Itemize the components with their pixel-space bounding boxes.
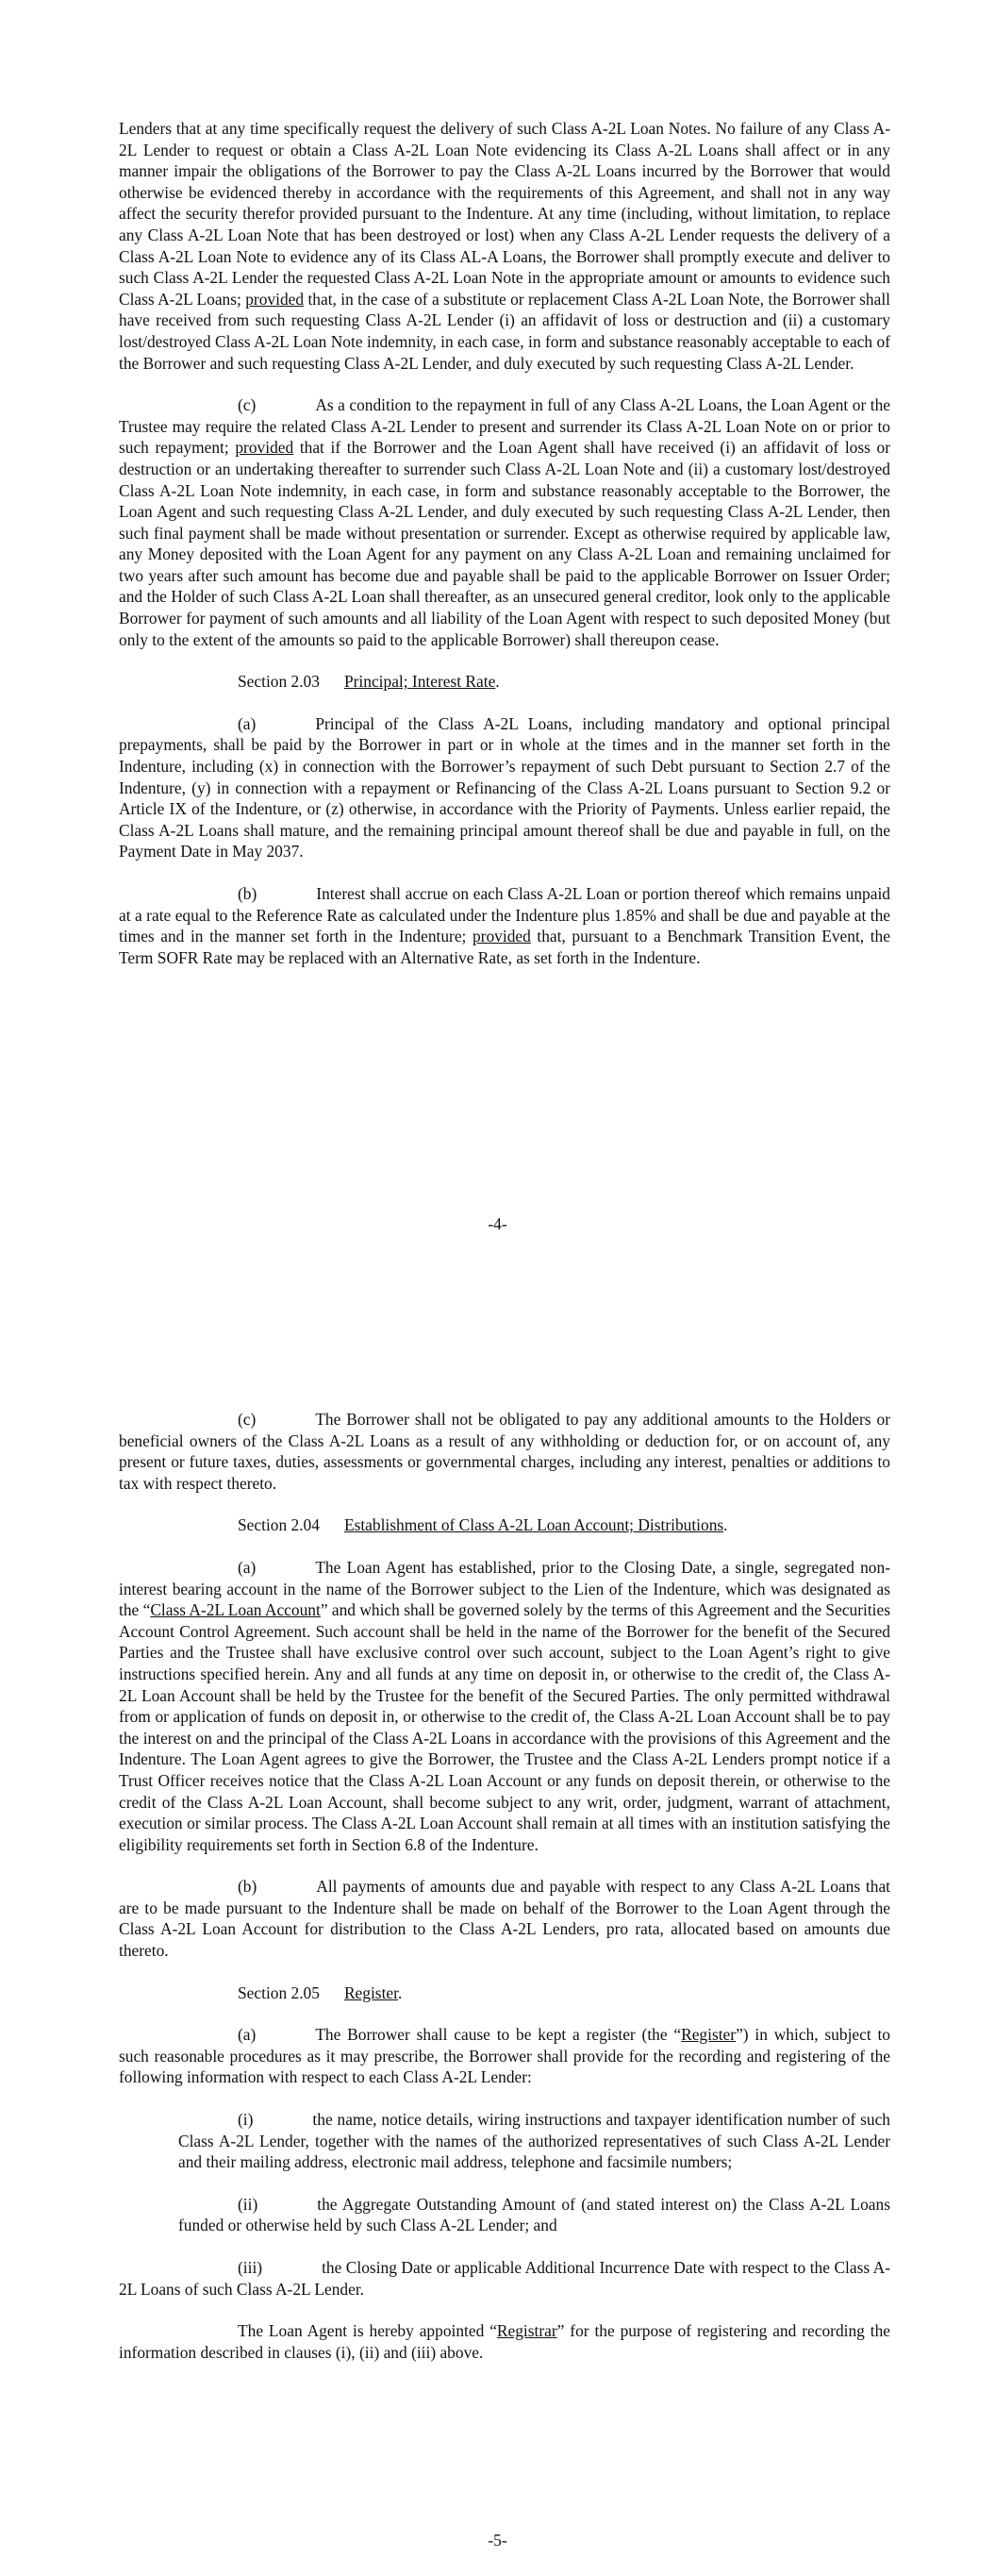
clause-iii xyxy=(119,2257,890,2300)
section-title: Principal; Interest Rate xyxy=(343,672,496,692)
section-period: . xyxy=(397,1982,403,2002)
paragraph-2-04-a-loan-account xyxy=(119,1557,890,1855)
text-run: that if the Borrower and the Loan Agent shall have received (i) an affidavit of loss or destruction or an undertaking thereafter to surrender such Class A-2L Loan Note and (ii) a customary lost/destroyed Class A-2L Loan Note indemnity, in each case, in form and substance reasonably acceptable to the Borrower, the Loan Agent and such requesting Class A-2L Lender, and duly executed by such requesting Class A-2L Lender, then such final payment shall be made without presentation or surrender. Except as otherwise required by applicable law, any Money deposited with the Loan Agent for any payment on any Class A-2L Loan and remaining unclaimed for two years after such amount has become due and payable shall be paid to the applicable Borrower on Issuer Order; and the Holder of such Class A-2L Loan shall thereafter, as an unsecured general creditor, look only to the applicable Borrower for payment of such amounts and all liability of the Loan Agent with respect to such deposited Money (but only to the extent of the amounts so paid to the applicable Borrower) shall thereupon cease. xyxy=(119,438,890,649)
section-2-04-heading xyxy=(238,1514,890,1536)
text-run: The Loan Agent has established, prior to the Closing Date, a single, segregated non-interest bearing account in the name of the Borrower subject to the Lien of the Indenture, which was designated as the “ xyxy=(119,1557,890,1620)
section-2-05-heading xyxy=(238,1982,890,2004)
section-2-03-heading xyxy=(238,671,890,693)
clause-label: (iii) xyxy=(238,2258,263,2277)
defined-term: Registrar xyxy=(496,2321,557,2341)
page-number: -5- xyxy=(488,2531,507,2550)
defined-term: Register xyxy=(681,2025,737,2045)
paragraph-2-03-a-principal xyxy=(119,713,890,862)
text-run: that, in the case of a substitute or replacement Class A-2L Loan Note, the Borrower shall have received from such requesting Class A-2L Lender (i) an affidavit of loss or destruction and (ii) a customary lost/destroyed Class A-2L Loan Note indemnity, in each case, in form and substance reasonably acceptable to each of the Borrower and such requesting Class A-2L Lender, and duly executed by such requesting Class A-2L Lender. xyxy=(119,289,890,373)
provided-term: provided xyxy=(245,289,305,309)
text-run: The Loan Agent is hereby appointed “ xyxy=(238,2321,497,2341)
paragraph-label: (b) xyxy=(238,884,257,903)
text-run: As a condition to the repayment in full of any Class A-2L Loans, the Loan Agent or the Trustee may require the related Class A-2L Lender to present and surrender its Class A-2L Loan Note on or prior to such repayment; xyxy=(119,395,890,458)
page-5 xyxy=(0,1288,995,2576)
paragraph-label: (c) xyxy=(238,395,257,415)
clause-ii xyxy=(178,2194,890,2236)
section-period: . xyxy=(495,672,500,692)
text-run: Principal of the Class A-2L Loans, including mandatory and optional principal prepayments, shall be paid by the Borrower in part or in whole at the times and in the manner set forth in the Indenture, including (x) in connection with the Borrower’s repayment of such Debt pursuant to Section 2.7 of the Indenture, (y) in connection with a repayment or Refinancing of the Class A-2L Loans pursuant to Section 9.2 or Article IX of the Indenture, or (z) otherwise, in accordance with the Priority of Payments. Unless earlier repaid, the Class A-2L Loans shall mature, and the remaining principal amount thereof shall be due and payable in full, on the Payment Date in May 2037. xyxy=(119,713,890,861)
text-run: the Aggregate Outstanding Amount of (and stated interest on) the Class A-2L Loans funded or otherwise held by such Class A-2L Lender; and xyxy=(178,2194,890,2235)
provided-term: provided xyxy=(235,438,294,458)
paragraph-label: (a) xyxy=(238,2025,257,2045)
paragraph-label: (c) xyxy=(238,1410,257,1429)
section-number: Section 2.03 xyxy=(238,672,320,692)
clause-label: (ii) xyxy=(238,2194,258,2214)
text-run: Interest shall accrue on each Class A-2L Loan or portion thereof which remains unpaid at a rate equal to the Reference Rate as calculated under the Indenture plus 1.85% and shall be due and payable at the times and in the manner set forth in the Indenture; xyxy=(119,884,890,946)
page-number: -4- xyxy=(488,1214,507,1233)
paragraph-label: (a) xyxy=(238,1557,257,1577)
section-number: Section 2.05 xyxy=(238,1982,320,2002)
page-5-body xyxy=(119,1409,890,2363)
section-title: Establishment of Class A-2L Loan Account; Distributions xyxy=(343,1515,724,1535)
text-run: the name, notice details, wiring instructions and taxpayer identification number of such Class A-2L Lender, together with the names of the authorized representatives of such Class A-2L Lender and their mailing address, electronic mail address, telephone and facsimile numbers; xyxy=(178,2110,890,2172)
paragraph-2-04-b-payments xyxy=(119,1876,890,1961)
loan-note-continuation-paragraph xyxy=(119,118,890,374)
text-run: ” for the purpose of registering and recording the information described in clauses (i), (ii) and (iii) above. xyxy=(119,2321,890,2362)
text-run: The Borrower shall cause to be kept a register (the “ xyxy=(315,2025,682,2045)
text-run: The Borrower shall not be obligated to pay any additional amounts to the Holders or beneficial owners of the Class A-2L Loans as a result of any withholding or deduction for, or on account of, any present or future taxes, duties, assessments or governmental charges, including any interest, penalties or additions to tax with respect thereto. xyxy=(119,1410,890,1493)
paragraph-label: (a) xyxy=(238,713,257,733)
text-run: Lenders that at any time specifically request the delivery of such Class A-2L Loan Notes. No failure of any Class A-2L Lender to request or obtain a Class A-2L Loan Note evidencing its Class A-2L Loans shall affect or in any manner impair the obligations of the Borrower to pay the Class A-2L Loans incurred by the Borrower that would otherwise be evidenced thereby in accordance with the requirements of this Agreement, and shall not in any way affect the security therefor provided pursuant to the Indenture. At any time (including, without limitation, to replace any Class A-2L Loan Note that has been destroyed or lost) when any Class A-2L Lender requests the delivery of a Class A-2L Loan Note to evidence any of its Class AL-A Loans, the Borrower shall promptly execute and deliver to such Class A-2L Lender the requested Class A-2L Loan Note in the appropriate amount or amounts to evidence such Class A-2L Loans; xyxy=(119,119,890,309)
text-run: ” and which shall be governed solely by the terms of this Agreement and the Securities Account Control Agreement. Such account shall be held in the name of the Borrower for the benefit of the Secured Parties and the Trustee shall have exclusive control over such account, subject to the Loan Agent’s right to give instructions specified herein. Any and all funds at any time on deposit in, or otherwise to the credit of, the Class A-2L Loan Account shall be held by the Trustee for the benefit of the Secured Parties. The only permitted withdrawal from or application of funds on deposit in, or otherwise to the credit of, the Class A-2L Loan Account shall be to pay the interest on and the principal of the Class A-2L Loans in accordance with the provisions of this Agreement and the Indenture. The Loan Agent agrees to give the Borrower, the Trustee and the Class A-2L Lenders prompt notice if a Trust Officer receives notice that the Class A-2L Loan Account or any funds on deposit therein, or otherwise to the credit of the Class A-2L Loan Account, shall become subject to any writ, order, judgment, warrant of attachment, execution or similar process. The Class A-2L Loan Account shall remain at all times with an institution satisfying the eligibility requirements set forth in Section 6.8 of the Indenture. xyxy=(119,1600,890,1854)
paragraph-label: (b) xyxy=(238,1877,257,1897)
paragraph-c-repayment xyxy=(119,394,890,650)
text-run: ”) in which, subject to such reasonable procedures as it may prescribe, the Borrower shall provide for the recording and registering of the following information with respect to each Class A-2L Lender: xyxy=(119,2025,891,2087)
text-run: that, pursuant to a Benchmark Transition Event, the Term SOFR Rate may be replaced with an Alternative Rate, as set forth in the Indenture. xyxy=(119,927,890,967)
section-period: . xyxy=(723,1515,728,1535)
page-4-body xyxy=(119,118,890,968)
provided-term: provided xyxy=(472,927,531,946)
defined-term: Class A-2L Loan Account xyxy=(150,1600,321,1620)
text-run: the Closing Date or applicable Additional Incurrence Date with respect to the Class A-2L Loans of such Class A-2L Lender. xyxy=(119,2258,890,2299)
clause-i xyxy=(178,2109,890,2173)
registrar-appointment-paragraph xyxy=(119,2320,890,2363)
paragraph-2-03-b-interest xyxy=(119,883,890,968)
section-title: Register xyxy=(343,1982,398,2002)
clause-label: (i) xyxy=(238,2110,254,2130)
paragraph-c-withholding xyxy=(119,1409,890,1494)
paragraph-2-05-a-register xyxy=(119,2024,890,2088)
text-run: All payments of amounts due and payable with respect to any Class A-2L Loans that are to be made pursuant to the Indenture shall be made on behalf of the Borrower to the Loan Agent through the Class A-2L Loan Account for distribution to the Class A-2L Lenders, pro rata, allocated based on amounts due thereto. xyxy=(119,1877,890,1961)
section-number: Section 2.04 xyxy=(238,1515,320,1535)
